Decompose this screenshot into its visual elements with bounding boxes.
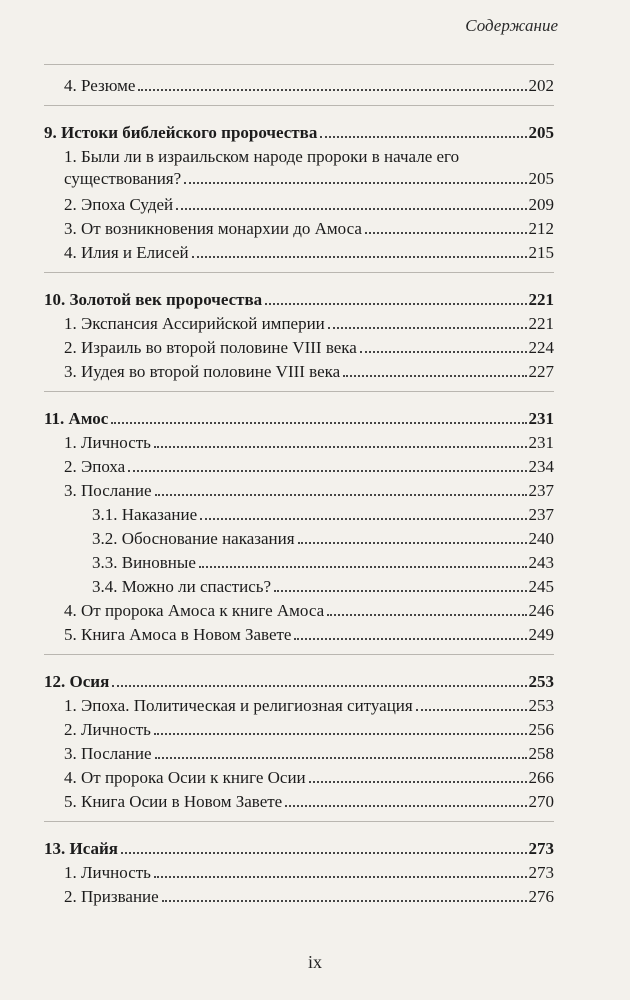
toc-entry — [44, 216, 554, 240]
dot-leader — [176, 208, 526, 210]
dot-leader — [328, 327, 527, 329]
toc-page-number: 212 — [528, 219, 554, 238]
toc-entry-title: 3. Послание — [64, 481, 152, 500]
toc-entry — [44, 240, 554, 264]
dot-leader — [327, 614, 526, 616]
toc-entry — [44, 789, 554, 813]
toc-entry-title: 2. Призвание — [64, 887, 159, 906]
toc-chapter-title: 9. Истоки библейского пророчества — [44, 123, 318, 142]
toc-chapter — [44, 661, 554, 693]
dot-leader — [162, 900, 527, 902]
toc-entry — [44, 311, 554, 335]
toc-page-number: 273 — [528, 863, 554, 882]
toc-page-number: 270 — [528, 792, 554, 811]
toc-entry-title: 5. Книга Осии в Новом Завете — [64, 792, 283, 811]
toc-page-number: 231 — [528, 433, 554, 452]
toc-entry — [44, 622, 554, 646]
toc-entry-title: 4. От пророка Амоса к книге Амоса — [64, 601, 325, 620]
toc-page-number: 273 — [528, 839, 554, 858]
chapter-divider — [44, 821, 554, 822]
toc-entry — [44, 192, 554, 216]
toc-entry-title: 5. Книга Амоса в Новом Завете — [64, 625, 292, 644]
toc-page-number: 224 — [528, 338, 554, 357]
toc-entry-title: 2. Эпоха Судей — [64, 195, 174, 214]
toc-page-number: 245 — [528, 577, 554, 596]
toc-entry — [44, 454, 554, 478]
dot-leader — [294, 638, 526, 640]
dot-leader — [309, 781, 527, 783]
dot-leader — [128, 470, 526, 472]
toc-page-number: 221 — [528, 290, 554, 309]
toc-entry-title: 1. Личность — [64, 433, 151, 452]
toc-chapter-title: 12. Осия — [44, 672, 110, 691]
toc-page-number: 231 — [528, 409, 554, 428]
toc-page-number: 215 — [528, 243, 554, 262]
toc-entry — [44, 144, 554, 192]
toc-entry-title: 3.3. Виновные — [92, 553, 196, 572]
running-head: Содержание — [465, 16, 558, 35]
page-number: ix — [307, 952, 322, 972]
toc-page-number: 249 — [528, 625, 554, 644]
dot-leader — [184, 182, 526, 184]
toc-entry — [44, 884, 554, 908]
toc-subentry — [44, 574, 554, 598]
dot-leader — [154, 446, 527, 448]
toc-entry-title: 1. Личность — [64, 863, 151, 882]
toc-page-number: 253 — [528, 672, 554, 691]
toc-entry-title: 4. От пророка Осии к книге Осии — [64, 768, 306, 787]
toc-entry-title: 1. Были ли в израильском народе пророки в начале его — [64, 147, 460, 166]
toc-chapter — [44, 279, 554, 311]
dot-leader — [138, 89, 526, 91]
toc-entry — [44, 430, 554, 454]
toc-page-number: 202 — [528, 76, 554, 95]
toc-page-number: 234 — [528, 457, 554, 476]
toc-page-number: 221 — [528, 314, 554, 333]
toc-page-number: 209 — [528, 195, 554, 214]
toc-page-number: 253 — [528, 696, 554, 715]
toc-page-number: 246 — [528, 601, 554, 620]
toc-entry-title: 2. Эпоха — [64, 457, 126, 476]
dot-leader — [200, 518, 526, 520]
dot-leader — [111, 422, 526, 424]
toc-chapter — [44, 828, 554, 860]
toc-chapter — [44, 112, 554, 144]
toc-page-number: 276 — [528, 887, 554, 906]
toc-entry-title: 1. Экспансия Ассирийской империи — [64, 314, 325, 333]
toc-entry — [44, 598, 554, 622]
dot-leader — [155, 494, 527, 496]
toc-entry-title: 1. Эпоха. Политическая и религиозная ситуация — [64, 696, 413, 715]
toc-page-number: 243 — [528, 553, 554, 572]
toc-entry — [44, 717, 554, 741]
toc-page-number: 237 — [528, 481, 554, 500]
toc-chapter-title: 11. Амос — [44, 409, 109, 428]
toc-entry-title: 3.1. Наказание — [92, 505, 198, 524]
dot-leader — [112, 685, 526, 687]
toc-chapter-title: 13. Исайя — [44, 839, 118, 858]
toc-entry — [44, 359, 554, 383]
toc-entry-title: 3. Иудея во второй половине VIII века — [64, 362, 341, 381]
toc-page-number: 205 — [528, 123, 554, 142]
dot-leader — [365, 232, 527, 234]
toc-entry-title: 2. Личность — [64, 720, 151, 739]
toc-entry — [44, 741, 554, 765]
toc-entry-title: 2. Израиль во второй половине VIII века — [64, 338, 357, 357]
dot-leader — [121, 852, 527, 854]
dot-leader — [274, 590, 526, 592]
dot-leader — [199, 566, 527, 568]
dot-leader — [285, 805, 526, 807]
dot-leader — [416, 709, 527, 711]
toc-entry-title: 3.4. Можно ли спастись? — [92, 577, 272, 596]
toc-page-number: 237 — [528, 505, 554, 524]
chapter-divider — [44, 272, 554, 273]
toc-chapter — [44, 398, 554, 430]
chapter-divider — [44, 105, 554, 106]
toc-page-number: 227 — [528, 362, 554, 381]
toc-entry — [44, 765, 554, 789]
chapter-divider — [44, 391, 554, 392]
dot-leader — [298, 542, 527, 544]
toc-subentry — [44, 526, 554, 550]
toc-entry — [44, 478, 554, 502]
toc-page-number: 240 — [528, 529, 554, 548]
dot-leader — [265, 303, 526, 305]
dot-leader — [154, 733, 527, 735]
toc-entry — [44, 693, 554, 717]
toc-entry-title: 4. Резюме — [64, 76, 136, 95]
toc-entry-title: 4. Илия и Елисей — [64, 243, 189, 262]
toc-page-number: 256 — [528, 720, 554, 739]
dot-leader — [360, 351, 527, 353]
toc-subentry — [44, 550, 554, 574]
toc-entry-title-continued: существования? — [64, 169, 182, 188]
dot-leader — [155, 757, 527, 759]
dot-leader — [154, 876, 527, 878]
chapter-divider — [44, 654, 554, 655]
dot-leader — [343, 375, 526, 377]
toc-entry-title: 3. Послание — [64, 744, 152, 763]
toc-page-number: 205 — [528, 169, 554, 188]
toc-chapter-title: 10. Золотой век пророчества — [44, 290, 263, 309]
toc-entry — [44, 65, 554, 97]
toc-entry-title: 3.2. Обоснование наказания — [92, 529, 295, 548]
dot-leader — [192, 256, 527, 258]
toc-entry-title: 3. От возникновения монархии до Амоса — [64, 219, 362, 238]
toc-page-number: 266 — [528, 768, 554, 787]
toc-entry — [44, 860, 554, 884]
toc-subentry — [44, 502, 554, 526]
table-of-contents — [44, 64, 554, 908]
dot-leader — [320, 136, 526, 138]
toc-entry — [44, 335, 554, 359]
toc-page-number: 258 — [528, 744, 554, 763]
